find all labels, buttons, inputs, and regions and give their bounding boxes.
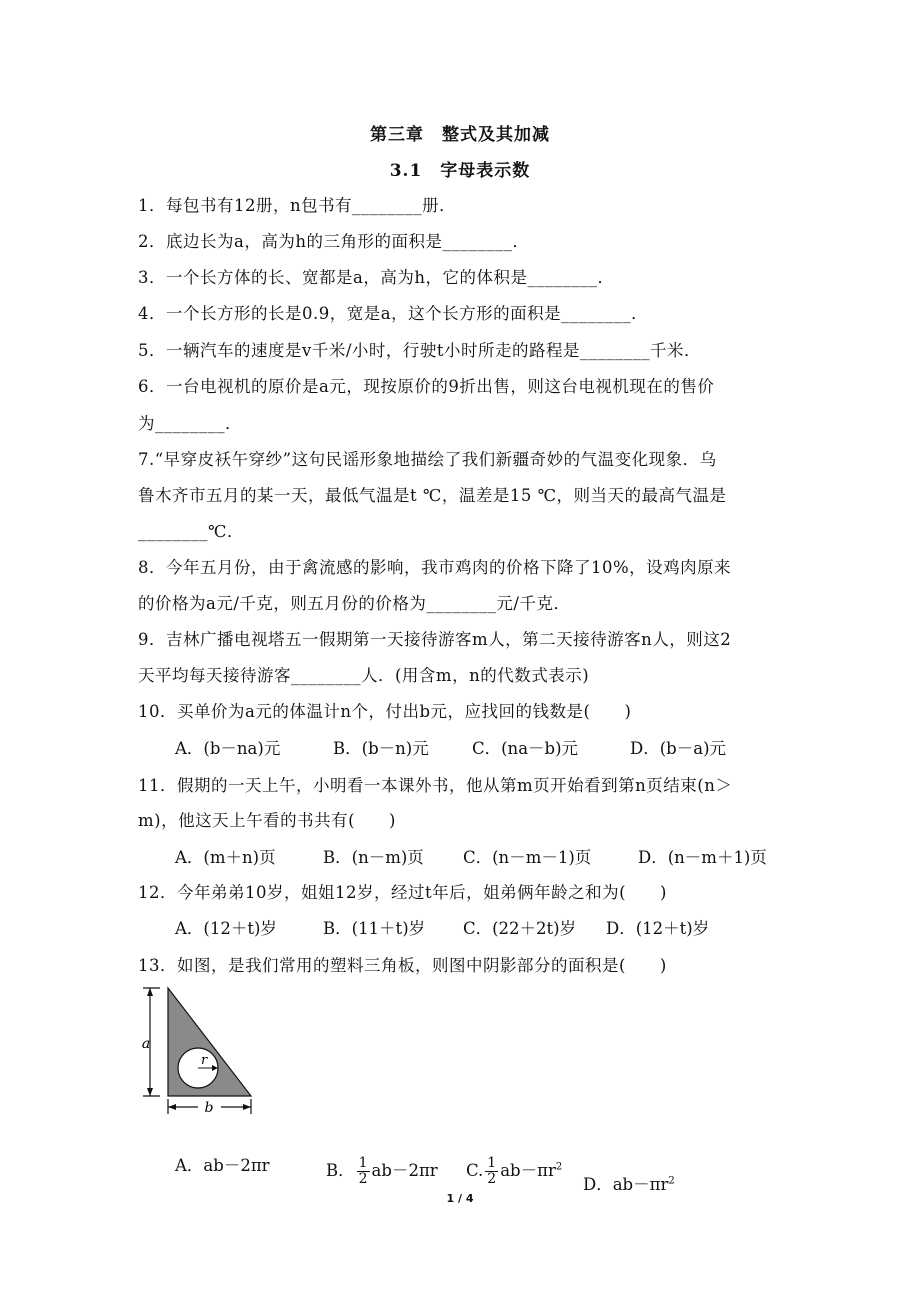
fraction-denominator: 2 [358, 1171, 368, 1187]
superscript-2: 2 [668, 1175, 675, 1187]
q13-option-b-prefix: B． [325, 1161, 355, 1180]
fraction-numerator: 1 [487, 1155, 497, 1171]
question-6-line-2: 为________． [138, 414, 242, 433]
fraction-one-half [485, 1156, 498, 1187]
question-9-line-2: 天平均每天接待游客________人．(用含m，n的代数式表示) [138, 666, 590, 685]
section-title: 3.1 字母表示数 [389, 161, 531, 181]
question-4: 4．一个长方形的长是0.9，宽是a，这个长方形的面积是________． [138, 304, 649, 323]
q11-option-d: D．(n－m＋1)页 [638, 848, 767, 867]
question-8-line-1: 8．今年五月份，由于禽流感的影响，我市鸡肉的价格下降了10%，设鸡肉原来 [138, 558, 732, 577]
label-r: r [201, 1053, 208, 1068]
label-b: b [204, 1100, 214, 1116]
question-7-line-2: 鲁木齐市五月的某一天，最低气温是t ℃，温差是15 ℃，则当天的最高气温是 [138, 486, 727, 505]
q11-option-c: C．(n－m－1)页 [463, 848, 592, 867]
fraction-denominator: 2 [487, 1171, 497, 1187]
q10-option-a: A．(b－na)元 [175, 739, 281, 758]
arrow-down-icon [147, 1088, 153, 1096]
q13-option-d-text: D．ab－πr [582, 1175, 669, 1194]
question-8-line-2: 的价格为a元/千克，则五月份的价格为________元/千克． [138, 594, 571, 613]
fraction-numerator: 1 [358, 1155, 368, 1171]
arrow-up-icon [147, 988, 153, 996]
q11-option-b: B．(n－m)页 [323, 848, 424, 867]
q13-option-b-suffix: ab－2πr [371, 1161, 438, 1180]
question-12: 12．今年弟弟10岁，姐姐12岁，经过t年后，姐弟俩年龄之和为( ) [138, 883, 667, 902]
page-number: 1 / 4 [446, 1192, 474, 1205]
q11-option-a: A．(m＋n)页 [175, 848, 276, 867]
q10-option-c: C．(na－b)元 [472, 739, 579, 758]
q12-option-d: D．(12＋t)岁 [606, 919, 710, 938]
q13-option-a: A．ab－2πr [175, 1156, 270, 1175]
q12-option-c: C．(22＋2t)岁 [463, 919, 577, 938]
arrow-right-icon [243, 1104, 251, 1110]
question-9-line-1: 9．吉林广播电视塔五一假期第一天接待游客m人，第二天接待游客n人，则这2 [138, 630, 732, 649]
question-10: 10．买单价为a元的体温计n个，付出b元，应找回的钱数是( ) [138, 702, 632, 721]
question-11-line-1: 11．假期的一天上午，小明看一本课外书，他从第m页开始看到第n页结束(n＞ [138, 776, 733, 795]
question-3: 3．一个长方体的长、宽都是a，高为h，它的体积是________． [138, 268, 615, 287]
arrow-left-icon [168, 1104, 176, 1110]
q10-option-b: B．(b－n)元 [333, 739, 429, 758]
triangle-ruler-figure [138, 982, 268, 1117]
question-13: 13．如图，是我们常用的塑料三角板，则图中阴影部分的面积是( ) [138, 956, 667, 975]
question-11-line-2: m)，他这天上午看的书共有( ) [138, 811, 396, 830]
superscript-2: 2 [555, 1161, 563, 1173]
q12-option-b: B．(11＋t)岁 [323, 919, 426, 938]
question-5: 5．一辆汽车的速度是v千米/小时，行驶t小时所走的路程是________千米． [138, 341, 702, 360]
chapter-title: 第三章 整式及其加减 [370, 125, 550, 145]
q10-option-d: D．(b－a)元 [630, 739, 727, 758]
question-7-line-1: 7.“早穿皮袄午穿纱”这句民谣形象地描绘了我们新疆奇妙的气温变化现象．乌 [138, 450, 717, 469]
q12-option-a: A．(12＋t)岁 [175, 919, 277, 938]
question-2: 2．底边长为a，高为h的三角形的面积是________． [138, 232, 530, 251]
label-a: a [141, 1036, 151, 1052]
fraction-one-half [357, 1156, 370, 1187]
question-7-line-3: ________℃． [138, 522, 244, 541]
question-1: 1．每包书有12册，n包书有________册． [138, 196, 457, 215]
question-6-line-1: 6．一台电视机的原价是a元，现按原价的9折出售，则这台电视机现在的售价 [138, 377, 715, 396]
q13-option-c-suffix: ab－πr [500, 1161, 556, 1180]
q13-option-c-prefix: C. [465, 1161, 484, 1180]
